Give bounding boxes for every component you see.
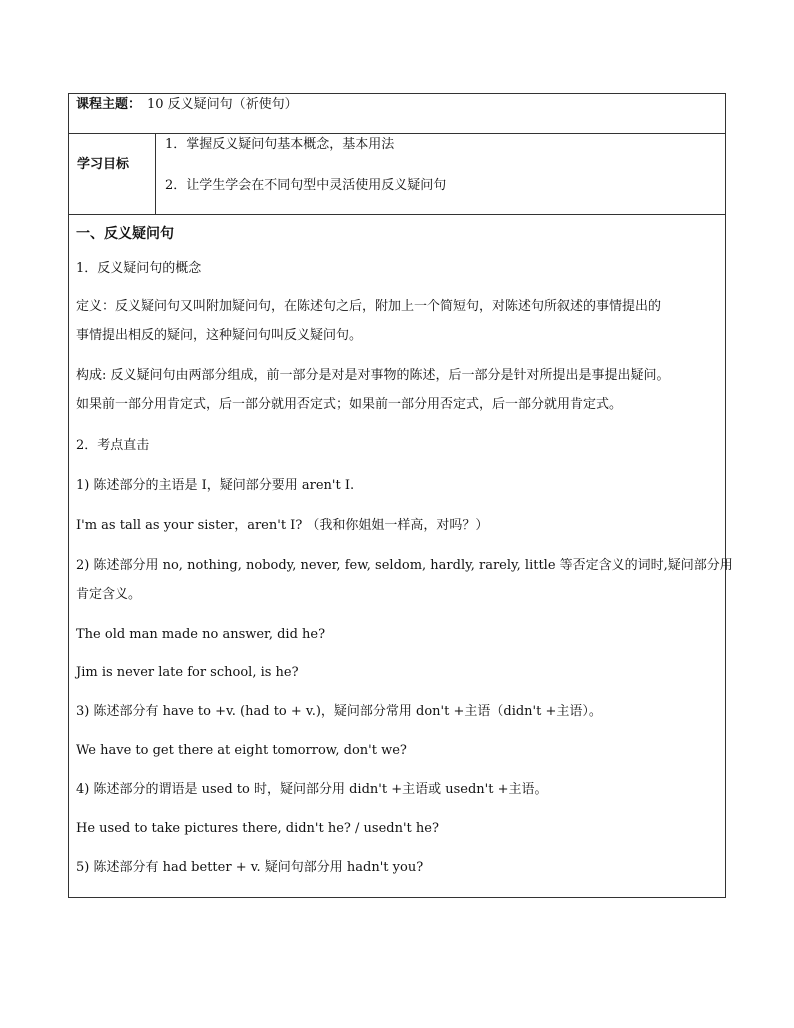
example-sentence: He used to take pictures there, didn't he? / usedn't he? bbox=[76, 821, 439, 836]
goal-item: 2．让学生学会在不同句型中灵活使用反义疑问句 bbox=[165, 178, 447, 193]
definition-line: 定义：反义疑问句又叫附加疑问句，在陈述句之后，附加上一个简短句，对陈述句所叙述的事情提出的 bbox=[76, 299, 662, 314]
topic-label: 课程主题： bbox=[76, 97, 142, 112]
rule-item: 5) 陈述部分有 had better + v. 疑问句部分用 hadn't you? bbox=[76, 860, 424, 875]
goals-row bbox=[69, 134, 725, 215]
goals-label-cell bbox=[69, 134, 156, 214]
structure-line: 构成: 反义疑问句由两部分组成，前一部分是对是对事物的陈述，后一部分是针对所提出是事提出疑问。 bbox=[76, 368, 670, 383]
example-sentence: I'm as tall as your sister，aren't I? （我和你姐姐一样高，对吗？） bbox=[76, 518, 489, 533]
example-sentence: Jim is never late for school, is he? bbox=[76, 665, 299, 680]
concept-heading: 1．反义疑问句的概念 bbox=[76, 261, 202, 276]
points-heading: 2．考点直击 bbox=[76, 438, 150, 453]
structure-line: 如果前一部分用肯定式，后一部分就用否定式；如果前一部分用否定式，后一部分就用肯定式。 bbox=[76, 397, 623, 412]
example-sentence: The old man made no answer, did he? bbox=[76, 627, 326, 642]
rule-item: 2) 陈述部分用 no, nothing, nobody, never, few, seldom, hardly, rarely, little 等否定含义的词时,疑问部分用 bbox=[76, 558, 733, 573]
section-title: 一、反义疑问句 bbox=[76, 226, 174, 242]
goal-item: 1．掌握反义疑问句基本概念，基本用法 bbox=[165, 137, 395, 152]
rule-item: 肯定含义。 bbox=[76, 587, 142, 602]
rule-item: 4) 陈述部分的谓语是 used to 时，疑问部分用 didn't +主语或 usedn't +主语。 bbox=[76, 782, 548, 797]
goals-label: 学习目标 bbox=[77, 157, 130, 172]
rule-item: 3) 陈述部分有 have to +v. (had to + v.)，疑问部分常用 don't +主语（didn't +主语）。 bbox=[76, 704, 602, 719]
lesson-table bbox=[68, 93, 733, 898]
topic-value: 10 反义疑问句（祈使句） bbox=[147, 97, 298, 112]
definition-line: 事情提出相反的疑问，这种疑问句叫反义疑问句。 bbox=[76, 328, 363, 343]
example-sentence: We have to get there at eight tomorrow, don't we? bbox=[76, 743, 407, 758]
rule-item: 1) 陈述部分的主语是 I，疑问部分要用 aren't I. bbox=[76, 478, 355, 493]
topic-row bbox=[69, 94, 725, 134]
